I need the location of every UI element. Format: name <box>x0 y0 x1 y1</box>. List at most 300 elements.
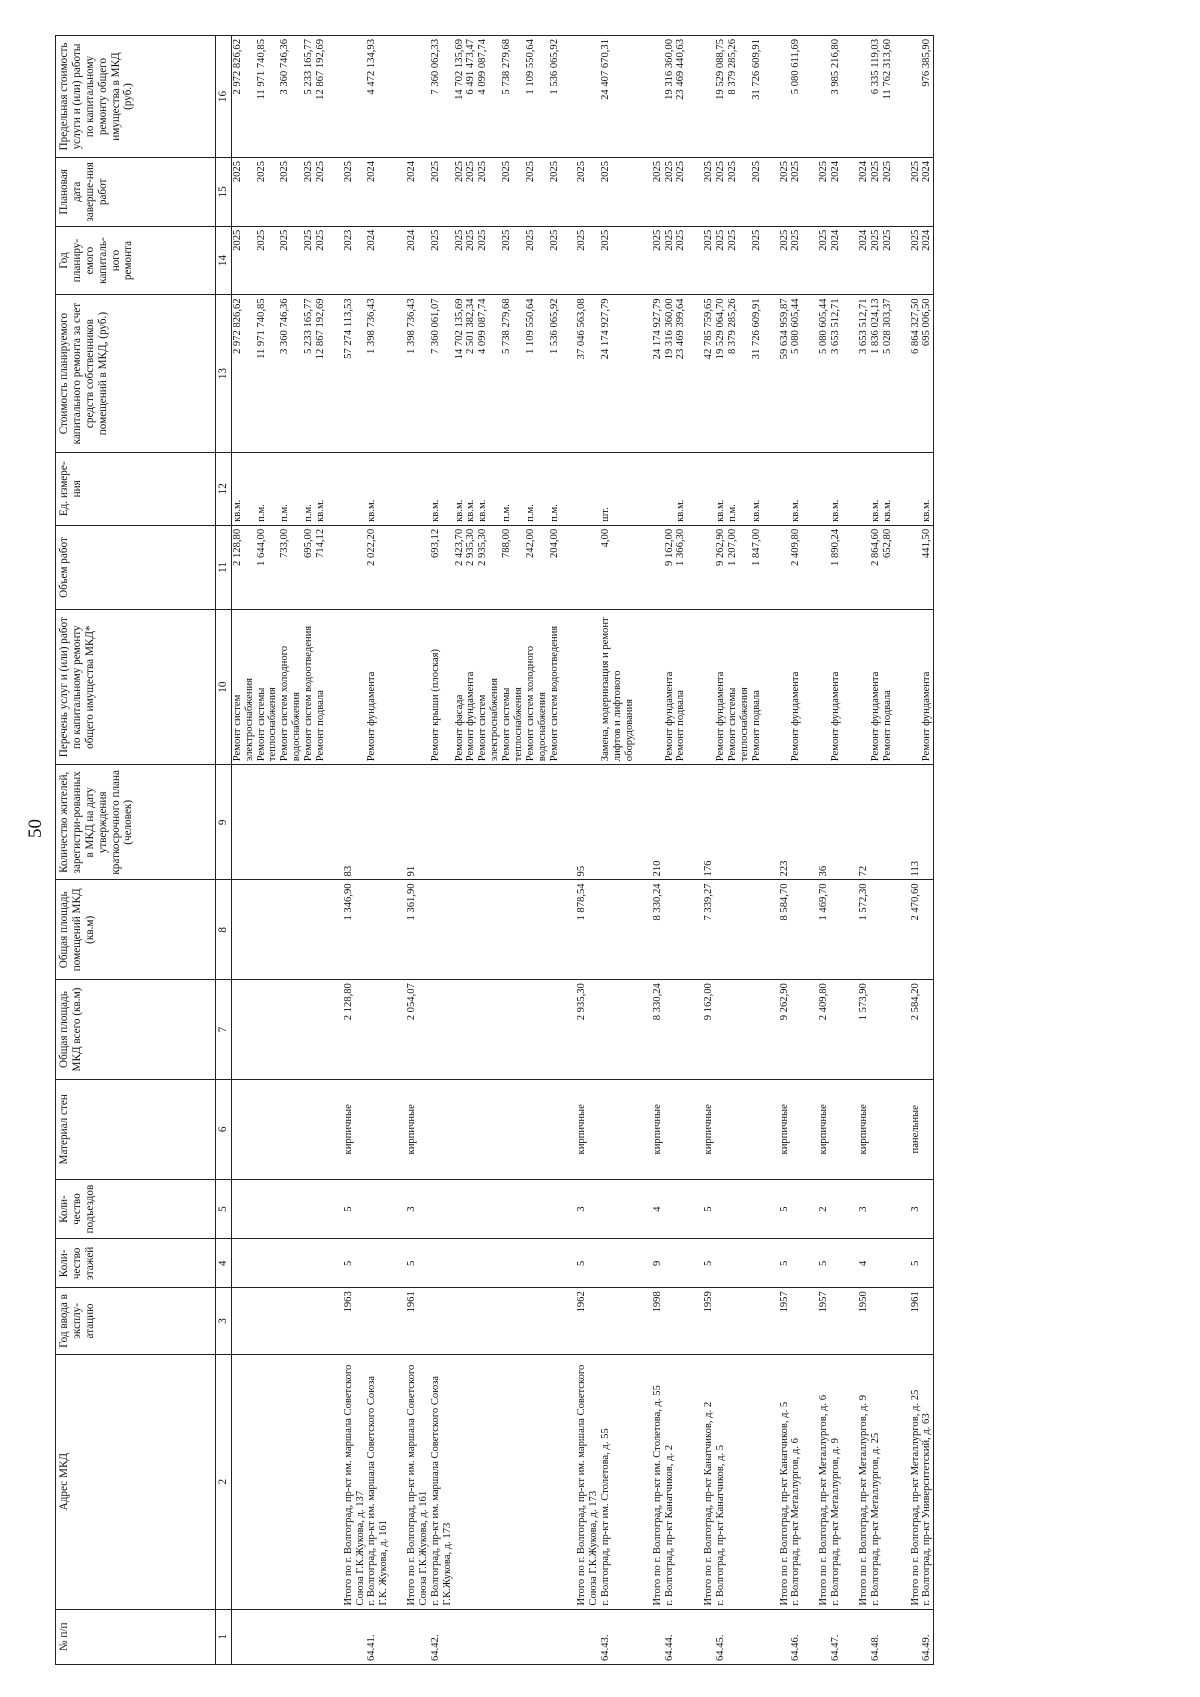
work-volume-cell: 1 890,24 <box>830 525 842 609</box>
work-volume-cell: 1 644,00 <box>256 525 280 609</box>
completion-date-cell: 2025 <box>231 157 255 226</box>
row-number-cell <box>454 1609 466 1664</box>
limit-cost-cell: 2 972 826,62 <box>231 36 255 158</box>
premises-area-cell <box>477 880 501 980</box>
year-built-cell <box>600 1288 636 1354</box>
limit-cost-cell: 976 385,90 <box>921 36 933 158</box>
header-cell: Стоимость планируемого капитального ремонта за счет средств собственников помещений в МКД, (руб.) <box>56 295 216 452</box>
wall-material-cell <box>870 1079 882 1179</box>
unit-cell: кв.м. <box>675 452 687 525</box>
work-type-cell: Ремонт подвала <box>675 610 687 765</box>
total-area-cell: 1 573,90 <box>842 980 870 1080</box>
planned-year-cell: 2025 <box>664 226 676 295</box>
work-type-cell: Замена, модернизация и ремонт лифтов и лифтового оборудования <box>600 610 636 765</box>
residents-cell: 36 <box>802 765 830 880</box>
column-number: 10 <box>216 610 232 765</box>
completion-date-cell: 2024 <box>390 157 430 226</box>
work-type-cell: Ремонт фундамента <box>664 610 676 765</box>
completion-date-cell: 2025 <box>763 157 791 226</box>
total-area-cell <box>231 980 255 1080</box>
wall-material-cell: кирпичные <box>327 1079 367 1179</box>
year-built-cell <box>256 1288 280 1354</box>
entrances-cell: 4 <box>636 1179 664 1239</box>
planned-year-cell: 2024 <box>366 226 390 295</box>
limit-cost-cell: 3 985 216,80 <box>830 36 842 158</box>
row-number-cell <box>802 1609 830 1664</box>
wall-material-cell <box>279 1079 303 1179</box>
entrances-cell: 5 <box>687 1179 715 1239</box>
completion-date-cell: 2025 <box>687 157 715 226</box>
work-volume-cell <box>894 525 922 609</box>
completion-date-cell: 2024 <box>842 157 870 226</box>
entrances-cell <box>921 1179 933 1239</box>
table-body <box>231 36 933 1665</box>
unit-cell: кв.м. <box>231 452 255 525</box>
completion-date-cell: 2025 <box>549 157 561 226</box>
unit-cell: кв.м. <box>430 452 454 525</box>
row-number-cell <box>560 1609 600 1664</box>
table-row <box>675 36 687 1665</box>
completion-date-cell: 2025 <box>664 157 676 226</box>
limit-cost-cell: 1 536 065,92 <box>549 36 561 158</box>
work-type-cell: Ремонт системы теплоснабжения <box>727 610 751 765</box>
entrances-cell <box>830 1179 842 1239</box>
address-cell: Итого по г. Волгоград, пр-кт Металлургов, д. 25 <box>894 1354 922 1609</box>
limit-cost-cell: 19 316 360,00 <box>664 36 676 158</box>
planned-cost-cell: 5 080 605,44 <box>802 295 830 452</box>
year-built-cell <box>477 1288 501 1354</box>
total-area-cell: 2 935,30 <box>560 980 600 1080</box>
year-built-cell <box>465 1288 477 1354</box>
total-area-cell <box>465 980 477 1080</box>
row-number-cell: 64.41. <box>366 1609 390 1664</box>
address-cell: Итого по г. Волгоград, пр-кт им. маршала Советского Союза Г.К.Жукова, д. 173 <box>560 1354 600 1609</box>
header-cell: Общая площадь помещений МКД (кв.м) <box>56 880 216 980</box>
address-cell <box>231 1354 255 1609</box>
page-number: 50 <box>25 819 46 838</box>
floors-cell: 5 <box>390 1239 430 1288</box>
completion-date-cell: 2024 <box>366 157 390 226</box>
floors-cell: 5 <box>894 1239 922 1288</box>
planned-year-cell: 2025 <box>687 226 715 295</box>
column-number-row <box>216 36 232 1665</box>
work-type-cell: Ремонт подвала <box>751 610 763 765</box>
address-cell: Итого по г. Волгоград, пр-кт Канатчиков, д. 5 <box>763 1354 791 1609</box>
unit-cell <box>802 452 830 525</box>
total-area-cell <box>882 980 894 1080</box>
column-number: 3 <box>216 1288 232 1354</box>
limit-cost-cell: 3 360 746,36 <box>279 36 303 158</box>
address-cell <box>549 1354 561 1609</box>
row-number-cell <box>390 1609 430 1664</box>
address-cell <box>525 1354 549 1609</box>
address-cell <box>454 1354 466 1609</box>
premises-area-cell: 1 346,90 <box>327 880 367 980</box>
premises-area-cell: 1 361,90 <box>390 880 430 980</box>
work-type-cell <box>390 610 430 765</box>
work-volume-cell <box>802 525 830 609</box>
year-built-cell <box>303 1288 315 1354</box>
premises-area-cell <box>525 880 549 980</box>
completion-date-cell: 2025 <box>477 157 501 226</box>
floors-cell: 5 <box>802 1239 830 1288</box>
premises-area-cell <box>231 880 255 980</box>
wall-material-cell <box>751 1079 763 1179</box>
address-cell <box>315 1354 327 1609</box>
premises-area-cell <box>790 880 802 980</box>
limit-cost-cell: 7 360 062,33 <box>430 36 454 158</box>
limit-cost-cell: 1 109 550,64 <box>525 36 549 158</box>
floors-cell <box>790 1239 802 1288</box>
completion-date-cell: 2025 <box>715 157 727 226</box>
residents-cell <box>664 765 676 880</box>
limit-cost-cell: 23 469 440,63 <box>675 36 687 158</box>
table-row <box>465 36 477 1665</box>
unit-cell: п.м. <box>525 452 549 525</box>
planned-cost-cell: 3 653 512,71 <box>830 295 842 452</box>
limit-cost-cell <box>894 36 922 158</box>
planned-year-cell: 2025 <box>675 226 687 295</box>
unit-cell: кв.м. <box>870 452 882 525</box>
residents-cell <box>501 765 525 880</box>
completion-date-cell: 2024 <box>921 157 933 226</box>
address-cell: г. Волгоград, пр-кт Канатчиков, д. 2 <box>664 1354 676 1609</box>
header-cell: Материал стен <box>56 1079 216 1179</box>
entrances-cell <box>675 1179 687 1239</box>
entrances-cell <box>231 1179 255 1239</box>
address-cell <box>465 1354 477 1609</box>
planned-year-cell: 2025 <box>231 226 255 295</box>
work-volume-cell: 693,12 <box>430 525 454 609</box>
work-volume-cell: 1 847,00 <box>751 525 763 609</box>
premises-area-cell <box>315 880 327 980</box>
total-area-cell <box>664 980 676 1080</box>
row-number-cell <box>501 1609 525 1664</box>
premises-area-cell: 1 572,30 <box>842 880 870 980</box>
residents-cell: 210 <box>636 765 664 880</box>
address-cell <box>279 1354 303 1609</box>
total-area-cell <box>727 980 751 1080</box>
table-row <box>882 36 894 1665</box>
premises-area-cell <box>664 880 676 980</box>
planned-year-cell: 2025 <box>279 226 303 295</box>
limit-cost-cell: 5 233 165,77 <box>303 36 315 158</box>
floors-cell <box>303 1239 315 1288</box>
premises-area-cell: 8 330,24 <box>636 880 664 980</box>
residents-cell <box>303 765 315 880</box>
planned-cost-cell: 695 006,50 <box>921 295 933 452</box>
year-built-cell: 1962 <box>560 1288 600 1354</box>
year-built-cell <box>279 1288 303 1354</box>
planned-cost-cell: 2 501 382,34 <box>465 295 477 452</box>
floors-cell <box>477 1239 501 1288</box>
wall-material-cell: кирпичные <box>560 1079 600 1179</box>
limit-cost-cell: 4 099 087,74 <box>477 36 501 158</box>
residents-cell <box>231 765 255 880</box>
planned-year-cell: 2024 <box>921 226 933 295</box>
entrances-cell: 3 <box>390 1179 430 1239</box>
total-row <box>390 36 430 1665</box>
wall-material-cell: кирпичные <box>763 1079 791 1179</box>
unit-cell: кв.м. <box>454 452 466 525</box>
header-cell: Предельная стоимость услуги и (или) работы по капитальному ремонту общего имущества в МКД (руб.) <box>56 36 216 158</box>
total-row <box>894 36 922 1665</box>
address-cell: г. Волгоград, пр-кт им. маршала Советского Союза Г.К. Жукова, д. 161 <box>366 1354 390 1609</box>
total-area-cell: 9 262,90 <box>763 980 791 1080</box>
wall-material-cell: кирпичные <box>390 1079 430 1179</box>
year-built-cell <box>790 1288 802 1354</box>
unit-cell: кв.м. <box>921 452 933 525</box>
total-area-cell <box>830 980 842 1080</box>
header-cell: Количество жителей, зарегистри-рованных в МКД на дату утверждения краткосрочного плана (человек) <box>56 765 216 880</box>
planned-cost-cell: 19 529 064,70 <box>715 295 727 452</box>
limit-cost-cell: 14 702 135,69 <box>454 36 466 158</box>
row-number-cell <box>675 1609 687 1664</box>
row-number-cell <box>465 1609 477 1664</box>
work-volume-cell <box>327 525 367 609</box>
completion-date-cell: 2025 <box>790 157 802 226</box>
planned-year-cell: 2025 <box>636 226 664 295</box>
year-built-cell <box>751 1288 763 1354</box>
work-volume-cell: 9 162,00 <box>664 525 676 609</box>
row-number-cell <box>727 1609 751 1664</box>
total-area-cell <box>870 980 882 1080</box>
completion-date-cell: 2025 <box>465 157 477 226</box>
wall-material-cell: кирпичные <box>842 1079 870 1179</box>
planned-cost-cell: 5 738 279,68 <box>501 295 525 452</box>
address-cell: г. Волгоград, пр-кт Университетский, д. 63 <box>921 1354 933 1609</box>
floors-cell <box>525 1239 549 1288</box>
limit-cost-cell: 11 971 740,85 <box>256 36 280 158</box>
completion-date-cell: 2025 <box>560 157 600 226</box>
work-type-cell <box>763 610 791 765</box>
work-volume-cell: 2 409,80 <box>790 525 802 609</box>
floors-cell <box>870 1239 882 1288</box>
limit-cost-cell: 24 407 670,31 <box>600 36 636 158</box>
entrances-cell <box>882 1179 894 1239</box>
header-cell: № п/п <box>56 1609 216 1664</box>
completion-date-cell: 2025 <box>256 157 280 226</box>
unit-cell <box>664 452 676 525</box>
floors-cell: 5 <box>327 1239 367 1288</box>
premises-area-cell <box>465 880 477 980</box>
premises-area-cell <box>549 880 561 980</box>
completion-date-cell: 2025 <box>751 157 763 226</box>
table-row <box>790 36 802 1665</box>
floors-cell <box>256 1239 280 1288</box>
planned-year-cell: 2025 <box>882 226 894 295</box>
entrances-cell <box>501 1179 525 1239</box>
premises-area-cell: 2 470,60 <box>894 880 922 980</box>
year-built-cell: 1959 <box>687 1288 715 1354</box>
limit-cost-cell: 31 726 609,91 <box>751 36 763 158</box>
entrances-cell <box>790 1179 802 1239</box>
wall-material-cell <box>727 1079 751 1179</box>
limit-cost-cell: 12 867 192,69 <box>315 36 327 158</box>
work-type-cell <box>802 610 830 765</box>
unit-cell: п.м. <box>501 452 525 525</box>
completion-date-cell: 2025 <box>430 157 454 226</box>
address-cell: г. Волгоград, пр-кт им. маршала Советского Союза Г.К.Жукова, д. 173 <box>430 1354 454 1609</box>
entrances-cell <box>549 1179 561 1239</box>
floors-cell: 4 <box>842 1239 870 1288</box>
planned-cost-cell: 3 360 746,36 <box>279 295 303 452</box>
column-number: 4 <box>216 1239 232 1288</box>
planned-cost-cell: 12 867 192,69 <box>315 295 327 452</box>
limit-cost-cell <box>327 36 367 158</box>
table-row <box>231 36 255 1665</box>
year-built-cell <box>430 1288 454 1354</box>
completion-date-cell: 2025 <box>525 157 549 226</box>
completion-date-cell: 2025 <box>600 157 636 226</box>
year-built-cell <box>501 1288 525 1354</box>
unit-cell <box>636 452 664 525</box>
work-type-cell: Ремонт фундамента <box>921 610 933 765</box>
wall-material-cell <box>830 1079 842 1179</box>
work-volume-cell: 1 366,30 <box>675 525 687 609</box>
work-type-cell <box>842 610 870 765</box>
residents-cell <box>549 765 561 880</box>
planned-year-cell: 2024 <box>390 226 430 295</box>
completion-date-cell: 2025 <box>727 157 751 226</box>
planned-cost-cell: 5 028 303,37 <box>882 295 894 452</box>
planned-year-cell: 2025 <box>727 226 751 295</box>
year-built-cell: 1957 <box>763 1288 791 1354</box>
table-row <box>830 36 842 1665</box>
wall-material-cell <box>921 1079 933 1179</box>
entrances-cell <box>315 1179 327 1239</box>
planned-year-cell: 2025 <box>549 226 561 295</box>
planned-year-cell: 2025 <box>465 226 477 295</box>
column-number: 11 <box>216 525 232 609</box>
planned-year-cell: 2025 <box>430 226 454 295</box>
residents-cell <box>525 765 549 880</box>
total-area-cell <box>751 980 763 1080</box>
column-number: 5 <box>216 1179 232 1239</box>
planned-cost-cell: 23 469 399,64 <box>675 295 687 452</box>
work-volume-cell: 695,00 <box>303 525 315 609</box>
work-type-cell: Ремонт системы теплоснабжения <box>501 610 525 765</box>
planned-year-cell: 2025 <box>790 226 802 295</box>
total-area-cell: 2 054,07 <box>390 980 430 1080</box>
planned-cost-cell: 5 080 605,44 <box>790 295 802 452</box>
floors-cell: 5 <box>560 1239 600 1288</box>
row-number-cell <box>636 1609 664 1664</box>
year-built-cell <box>454 1288 466 1354</box>
row-number-cell: 64.47. <box>830 1609 842 1664</box>
unit-cell <box>894 452 922 525</box>
wall-material-cell <box>430 1079 454 1179</box>
work-volume-cell: 242,00 <box>525 525 549 609</box>
total-row <box>763 36 791 1665</box>
wall-material-cell <box>790 1079 802 1179</box>
column-number: 15 <box>216 157 232 226</box>
row-number-cell <box>687 1609 715 1664</box>
year-built-cell <box>830 1288 842 1354</box>
year-built-cell <box>921 1288 933 1354</box>
residents-cell <box>715 765 727 880</box>
floors-cell <box>664 1239 676 1288</box>
header-cell: Перечень услуг и (или) работ по капитальному ремонту общего имущества МКД* <box>56 610 216 765</box>
column-number: 12 <box>216 452 232 525</box>
address-cell <box>751 1354 763 1609</box>
row-number-cell <box>882 1609 894 1664</box>
column-number: 6 <box>216 1079 232 1179</box>
year-built-cell <box>727 1288 751 1354</box>
premises-area-cell <box>715 880 727 980</box>
entrances-cell <box>600 1179 636 1239</box>
completion-date-cell: 2025 <box>303 157 315 226</box>
limit-cost-cell <box>560 36 600 158</box>
unit-cell: кв.м. <box>882 452 894 525</box>
residents-cell <box>279 765 303 880</box>
planned-cost-cell: 19 316 360,00 <box>664 295 676 452</box>
table-row <box>751 36 763 1665</box>
row-number-cell <box>256 1609 280 1664</box>
year-built-cell <box>870 1288 882 1354</box>
wall-material-cell <box>454 1079 466 1179</box>
row-number-cell <box>894 1609 922 1664</box>
residents-cell <box>477 765 501 880</box>
total-row <box>327 36 367 1665</box>
work-volume-cell: 652,80 <box>882 525 894 609</box>
planned-cost-cell: 42 785 759,65 <box>687 295 715 452</box>
entrances-cell <box>751 1179 763 1239</box>
address-cell <box>477 1354 501 1609</box>
completion-date-cell: 2025 <box>636 157 664 226</box>
residents-cell <box>430 765 454 880</box>
planned-cost-cell: 1 109 550,64 <box>525 295 549 452</box>
year-built-cell <box>549 1288 561 1354</box>
floors-cell: 5 <box>687 1239 715 1288</box>
row-number-cell: 64.46. <box>790 1609 802 1664</box>
row-number-cell: 64.48. <box>870 1609 882 1664</box>
row-number-cell <box>231 1609 255 1664</box>
work-volume-cell <box>687 525 715 609</box>
wall-material-cell <box>231 1079 255 1179</box>
address-cell <box>727 1354 751 1609</box>
address-cell: Итого по г. Волгоград, пр-кт им. маршала Советского Союза Г.К.Жукова, д. 137 <box>327 1354 367 1609</box>
premises-area-cell <box>830 880 842 980</box>
planned-cost-cell: 24 174 927,79 <box>600 295 636 452</box>
premises-area-cell <box>279 880 303 980</box>
total-area-cell <box>256 980 280 1080</box>
floors-cell <box>279 1239 303 1288</box>
table-row <box>303 36 315 1665</box>
address-cell <box>303 1354 315 1609</box>
work-type-cell: Ремонт систем водоотведения <box>549 610 561 765</box>
unit-cell: кв.м. <box>465 452 477 525</box>
work-type-cell: Ремонт фундамента <box>830 610 842 765</box>
row-number-cell: 64.44. <box>664 1609 676 1664</box>
entrances-cell <box>870 1179 882 1239</box>
wall-material-cell: панельные <box>894 1079 922 1179</box>
floors-cell <box>921 1239 933 1288</box>
table-row <box>525 36 549 1665</box>
header-cell: Год ввода в эксплу-атацию <box>56 1288 216 1354</box>
total-area-cell <box>600 980 636 1080</box>
residents-cell: 223 <box>763 765 791 880</box>
planned-cost-cell: 1 836 024,13 <box>870 295 882 452</box>
residents-cell <box>727 765 751 880</box>
residents-cell <box>830 765 842 880</box>
total-row <box>687 36 715 1665</box>
address-cell: г. Волгоград, пр-кт Металлургов, д. 25 <box>870 1354 882 1609</box>
column-number: 7 <box>216 980 232 1080</box>
premises-area-cell <box>600 880 636 980</box>
address-cell: г. Волгоград, пр-кт им. Столетова, д. 55 <box>600 1354 636 1609</box>
floors-cell: 5 <box>763 1239 791 1288</box>
